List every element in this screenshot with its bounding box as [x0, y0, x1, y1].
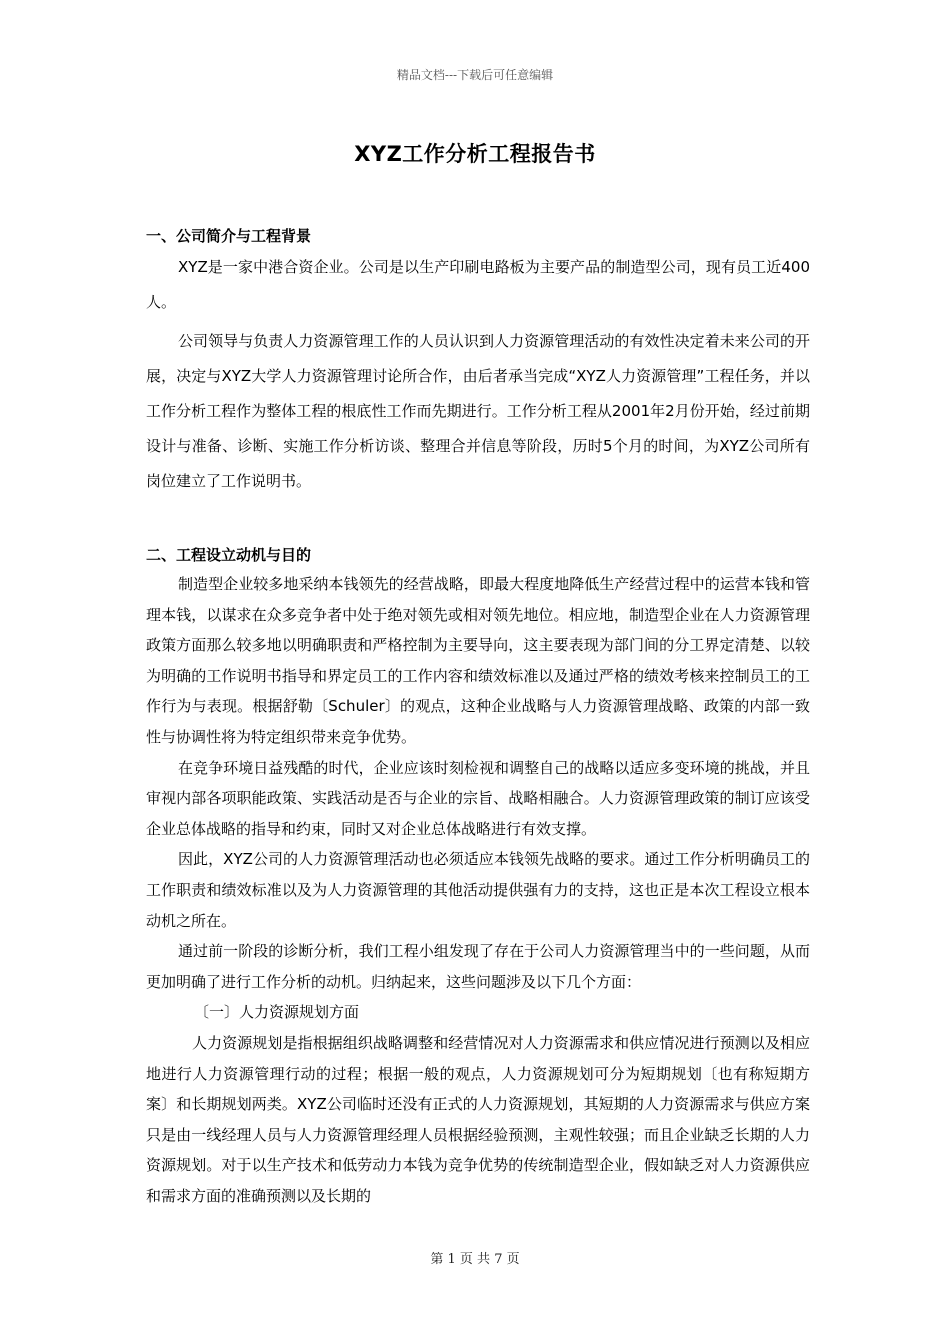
document-title: XYZ工作分析工程报告书 [354, 142, 596, 166]
paragraph: XYZ是一家中港合资企业。公司是以生产印刷电路板为主要产品的制造型公司，现有员工近400人。 [146, 258, 810, 311]
section-motivation [146, 541, 810, 1211]
paragraph: 在竞争环境日益残酷的时代，企业应该时刻检视和调整自己的战略以适应多变环境的挑战，并且审视内部各项职能政策、实践活动是否与企业的宗旨、战略相融合。人力资源管理政策的制订应该受企业总体战略的指导和约束，同时又对企业总体战略进行有效支撑。 [146, 758, 810, 838]
document-body [146, 222, 810, 1211]
section-heading-2: 二、工程设立动机与目的 [146, 546, 312, 564]
page-footer: 第 1 页 共 7 页 [430, 1252, 520, 1267]
paragraph: 因此，XYZ公司的人力资源管理活动也必须适应本钱领先战略的要求。通过工作分析明确员工的工作职责和绩效标准以及为人力资源管理的其他活动提供强有力的支持，这也正是本次工程设立根本动机之所在。 [146, 850, 810, 930]
subsection-heading: 〔一〕人力资源规划方面 [194, 1003, 360, 1022]
paragraph: 通过前一阶段的诊断分析，我们工程小组发现了存在于公司人力资源管理当中的一些问题，从而更加明确了进行工作分析的动机。归纳起来，这些问题涉及以下几个方面： [146, 942, 810, 991]
paragraph: 制造型企业较多地采纳本钱领先的经营战略，即最大程度地降低生产经营过程中的运营本钱和管理本钱，以谋求在众多竞争者中处于绝对领先或相对领先地位。相应地，制造型企业在人力资源管理政策方面那么较多地以明确职责和严格控制为主要导向，这主要表现为部门间的分工界定清楚、以较为明确的工作说明书指导和界定员工的工作内容和绩效标准以及通过严格的绩效考核来控制员工的工作行为与表现。根据舒勒〔Schuler〕的观点，这种企业战略与人力资源管理战略、政策的内部一致性与协调性将为特定组织带来竞争优势。 [146, 575, 810, 746]
section-company-intro [146, 222, 810, 499]
page-header: 精品文档---下载后可任意编辑 [396, 68, 554, 82]
section-heading-1: 一、公司简介与工程背景 [146, 227, 312, 245]
paragraph: 人力资源规划是指根据组织战略调整和经营情况对人力资源需求和供应情况进行预测以及相应地进行人力资源管理行动的过程；根据一般的观点，人力资源规划可分为短期规划〔也有称短期方案〕和长期规划两类。XYZ公司临时还没有正式的人力资源规划，其短期的人力资源需求与供应方案只是由一线经理人员与人力资源管理经理人员根据经验预测，主观性较强；而且企业缺乏长期的人力资源规划。对于以生产技术和低劳动力本钱为竞争优势的传统制造型企业，假如缺乏对人力资源供应和需求方面的准确预测以及长期的 [146, 1033, 810, 1205]
paragraph: 公司领导与负责人力资源管理工作的人员认识到人力资源管理活动的有效性决定着未来公司的开展，决定与XYZ大学人力资源管理讨论所合作，由后者承当完成“XYZ人力资源管理”工程任务，并以工作分析工程作为整体工程的根底性工作而先期进行。工作分析工程从2001年2月份开始，经过前期设计与准备、诊断、实施工作分析访谈、整理合并信息等阶段，历时5个月的时间，为XYZ公司所有岗位建立了工作说明书。 [146, 332, 810, 490]
